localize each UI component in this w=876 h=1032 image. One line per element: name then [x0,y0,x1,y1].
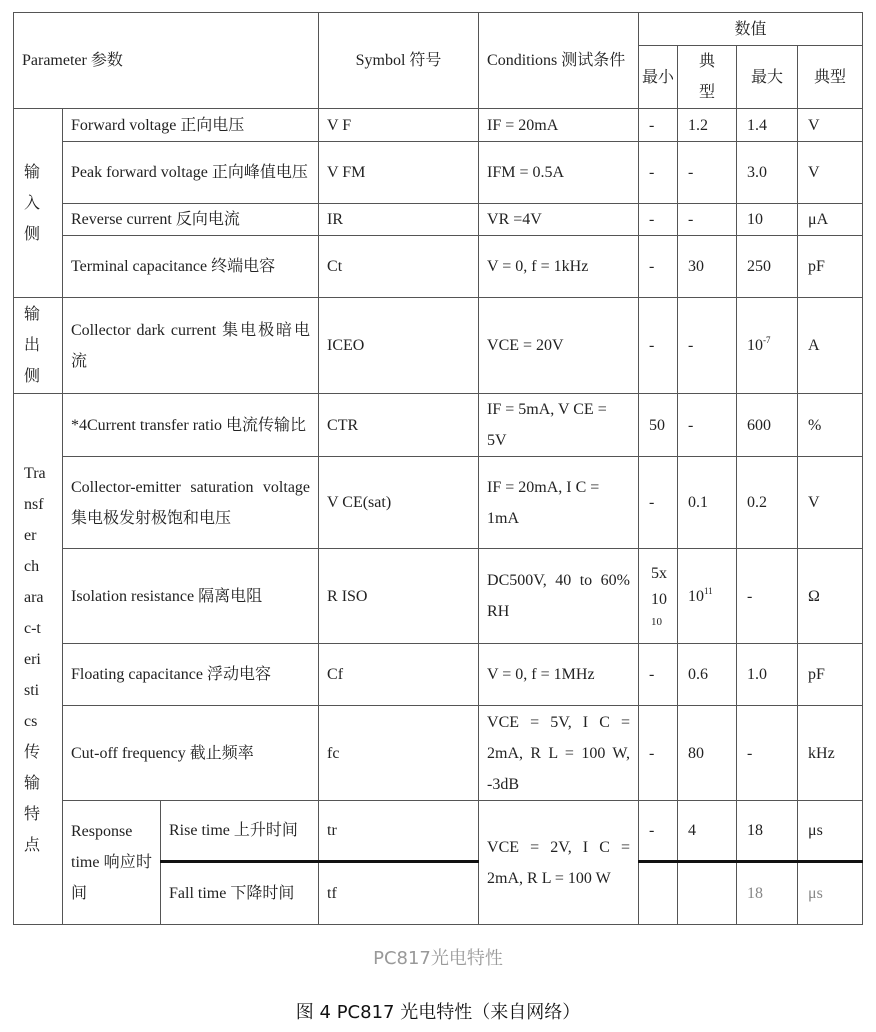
symbol: IR [319,204,479,236]
min-exponent: 10 [651,616,663,628]
table-row [14,298,863,394]
param: Rise time 上升时间 [161,801,319,862]
table-row [14,394,863,457]
unit: kHz [798,706,863,801]
param: *4Current transfer ratio 电流传输比 [63,394,319,457]
header-typ: 典型 [678,46,737,109]
max: 1.0 [737,644,798,706]
max: 10 [737,204,798,236]
param: Terminal capacitance 终端电容 [63,236,319,298]
table-row [14,549,863,644]
symbol: tr [319,801,479,862]
unit: μs [798,801,863,862]
table-row [14,204,863,236]
min: - [639,204,678,236]
header-values: 数值 [639,13,863,46]
typ: - [678,204,737,236]
table-row [14,142,863,204]
unit: A [798,298,863,394]
typ-base: 10 [688,587,705,605]
symbol: fc [319,706,479,801]
min [639,549,678,644]
max: 0.2 [737,457,798,549]
symbol: ICEO [319,298,479,394]
conditions: IF = 20mA, I C = 1mA [479,457,639,549]
max: 600 [737,394,798,457]
typ-exponent: 11 [704,585,713,596]
min: - [639,142,678,204]
typ [678,862,737,925]
typ: - [678,298,737,394]
max: - [737,706,798,801]
min: - [639,236,678,298]
image-caption: PC817光电特性 [373,948,503,969]
max: 250 [737,236,798,298]
symbol: tf [319,862,479,925]
unit: V [798,142,863,204]
conditions: V = 0, f = 1MHz [479,644,639,706]
param: Fall time 下降时间 [161,862,319,925]
unit: μs [798,862,863,925]
unit: % [798,394,863,457]
typ: 30 [678,236,737,298]
header-unit: 典型 [798,46,863,109]
min: - [639,706,678,801]
param: Floating capacitance 浮动电容 [63,644,319,706]
pc817-characteristics-table [13,12,863,925]
param: Cut-off frequency 截止频率 [63,706,319,801]
header-parameter: Parameter 参数 [14,13,319,109]
param: Collector-emitter saturation voltage 集电极发射极饱和电压 [63,457,319,549]
typ: - [678,142,737,204]
param: Peak forward voltage 正向峰值电压 [63,142,319,204]
header-symbol: Symbol 符号 [319,13,479,109]
symbol: V FM [319,142,479,204]
typ: 4 [678,801,737,862]
figure-caption: 图 4 PC817 光电特性（来自网络） [295,1002,581,1023]
symbol: Ct [319,236,479,298]
min-coefficient: 5x [651,565,668,582]
unit: pF [798,644,863,706]
max-exponent: -7 [763,335,771,345]
min: - [639,109,678,142]
typ: 0.1 [678,457,737,549]
group-input: 输 入 侧 [14,109,63,298]
max: 18 [737,801,798,862]
param: Forward voltage 正向电压 [63,109,319,142]
table-row [14,457,863,549]
header-conditions: Conditions 测试条件 [479,13,639,109]
header-row [14,13,863,46]
min: - [639,801,678,862]
min: - [639,457,678,549]
typ: - [678,394,737,457]
conditions: IF = 20mA [479,109,639,142]
unit: Ω [798,549,863,644]
symbol: V F [319,109,479,142]
min: 50 [639,394,678,457]
table-row [14,706,863,801]
min-base: 10 [651,591,668,608]
unit: μA [798,204,863,236]
header-max: 最大 [737,46,798,109]
conditions: VCE = 5V, I C = 2mA, R L = 100 W, -3dB [479,706,639,801]
unit: V [798,109,863,142]
min: - [639,298,678,394]
table-row-rise-time [14,801,863,862]
unit: pF [798,236,863,298]
typ [678,549,737,644]
symbol: V CE(sat) [319,457,479,549]
typ: 80 [678,706,737,801]
param: Isolation resistance 隔离电阻 [63,549,319,644]
max: 3.0 [737,142,798,204]
min: - [639,644,678,706]
table-row [14,644,863,706]
group-transfer: Tra nsf er ch ara c-t eri sti cs 传 输 特 点 [14,394,63,925]
typ: 0.6 [678,644,737,706]
unit: V [798,457,863,549]
typ: 1.2 [678,109,737,142]
conditions: VCE = 2V, I C = 2mA, R L = 100 W [479,801,639,925]
table-row [14,236,863,298]
max: 1.4 [737,109,798,142]
max: 18 [737,862,798,925]
conditions: IF = 5mA, V CE = 5V [479,394,639,457]
min [639,862,678,925]
conditions: DC500V, 40 to 60% RH [479,549,639,644]
conditions: IFM = 0.5A [479,142,639,204]
param: Reverse current 反向电流 [63,204,319,236]
response-time-label: Response time 响应时间 [63,801,161,925]
header-min: 最小 [639,46,678,109]
conditions: VCE = 20V [479,298,639,394]
group-output: 输 出 侧 [14,298,63,394]
table-row [14,109,863,142]
max [737,298,798,394]
symbol: Cf [319,644,479,706]
symbol: CTR [319,394,479,457]
max: - [737,549,798,644]
conditions: VR =4V [479,204,639,236]
symbol: R ISO [319,549,479,644]
conditions: V = 0, f = 1kHz [479,236,639,298]
param: Collector dark current 集电极暗电流 [63,298,319,394]
max-base: 10 [747,337,764,354]
